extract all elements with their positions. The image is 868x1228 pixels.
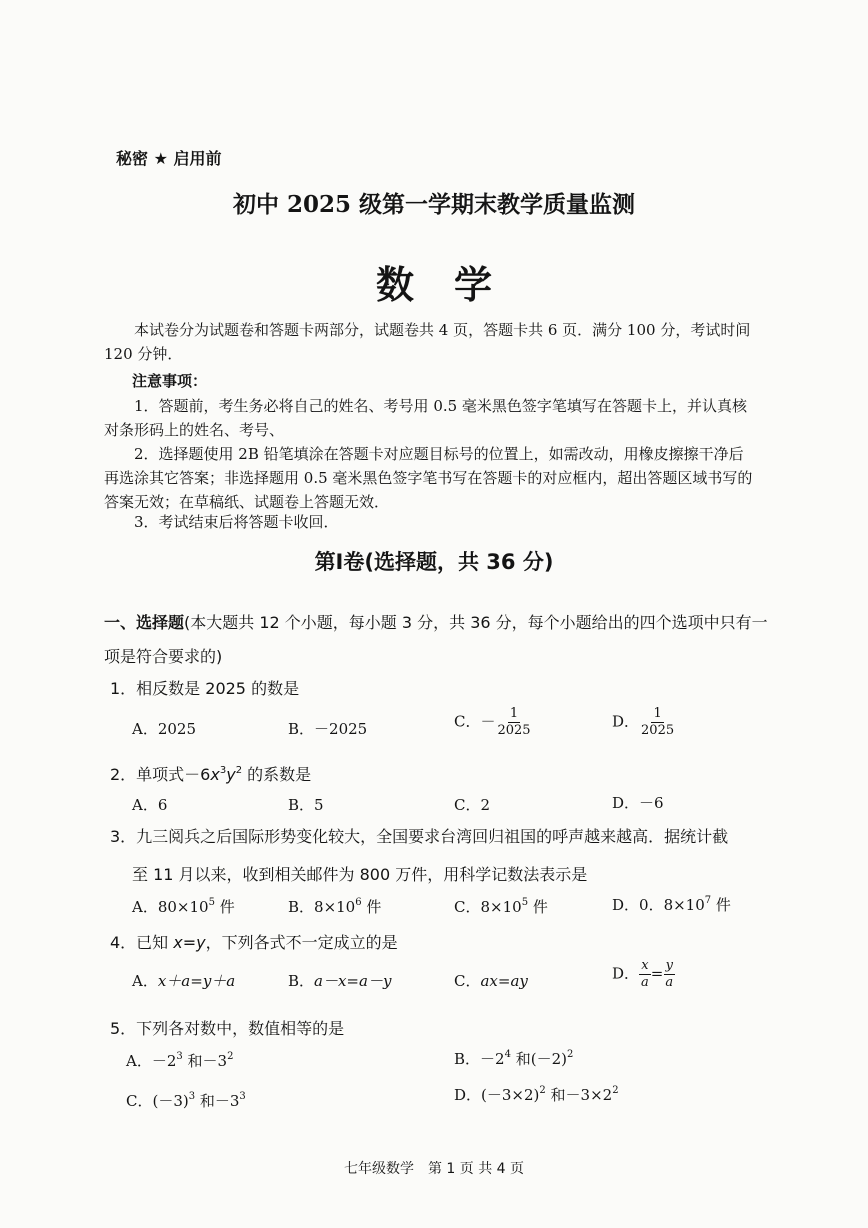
q5-option-a	[126, 1050, 233, 1071]
notice-item-1: 1．答题前，考生务必将自己的姓名、考号用 0.5 毫米黑色签字笔填写在答题卡上，并认真核对条形码上的姓名、考号、	[104, 397, 747, 439]
q3-b-base: B．8×10	[288, 898, 356, 916]
q3-option-c	[454, 896, 548, 917]
q5-a-exp-1: 3	[176, 1051, 183, 1062]
notice-item-2: 2．选择题使用 2B 铅笔填涂在答题卡对应题目标号的位置上，如需改动，用橡皮擦擦干净后再选涂其它答案；非选择题用 0.5 毫米黑色签字笔书写在答题卡的对应框内，超出答题区域书写的答案无效；在草稿纸、试题卷上答题无效．	[104, 445, 753, 511]
q4-d-den-2: a	[665, 975, 674, 990]
q2-stem-suffix: 的系数是	[242, 765, 312, 784]
q4-d-fraction-left	[639, 958, 651, 991]
q2-stem-prefix: 2．单项式－6	[110, 765, 211, 784]
q4-option-c	[454, 970, 528, 991]
q5-option-c	[126, 1090, 246, 1111]
q4-a-expression: x＋a=y＋a	[157, 972, 236, 990]
question-3-stem-line-1: 3．九三阅兵之后国际形势变化较大，全国要求台湾回归祖国的呼声越来越高．据统计截	[110, 827, 729, 846]
q5-b-exp-1: 4	[504, 1049, 511, 1060]
notice-title: 注意事项：	[132, 372, 208, 390]
q5-b-part-2: 和(－2)	[510, 1050, 567, 1068]
q2-option-b: B．5	[288, 796, 324, 814]
q3-d-unit: 件	[711, 896, 731, 914]
part-header	[104, 606, 774, 674]
q5-b-part-1: B．－2	[454, 1050, 505, 1068]
q3-c-exp: 5	[521, 897, 529, 908]
q5-c-part-2: 和－3	[195, 1092, 240, 1110]
question-3-stem-line-2: 至 11 月以来，收到相关邮件为 800 万件，用科学记数法表示是	[132, 865, 588, 884]
question-2-stem	[110, 762, 311, 785]
q3-d-exp: 7	[704, 895, 712, 906]
subject-title: 数学	[375, 263, 532, 307]
intro-paragraph: 本试卷分为试题卷和答题卡两部分，试题卷共 4 页，答题卡共 6 页．满分 100 分，考试时间 120 分钟．	[104, 321, 751, 363]
q4-stem-suffix: ，下列各式不一定成立的是	[205, 933, 398, 952]
q1-d-denominator: 2025	[641, 723, 675, 738]
q5-d-exp-2: 2	[612, 1085, 619, 1096]
q2-var-x: x	[210, 765, 220, 784]
part-description: (本大题共 12 个小题，每小题 3 分，共 36 分，每个小题给出的四个选项中只有一项是符合要求的)	[104, 613, 768, 666]
q4-b-label: B．	[288, 972, 315, 990]
question-4-stem	[110, 930, 398, 953]
q1-option-b: B．－2025	[288, 720, 368, 738]
q2-option-d: D．－6	[612, 794, 664, 812]
q2-exp-2: 2	[235, 765, 243, 776]
confidential-label: 秘密 ★ 启用前	[116, 149, 222, 168]
q4-d-equals: =	[650, 964, 664, 983]
q4-a-label: A．	[132, 972, 158, 990]
q2-option-c: C．2	[454, 796, 491, 814]
q4-b-expression: a－x=a－y	[314, 972, 392, 990]
q3-option-d	[612, 894, 731, 915]
q5-a-part-1: A．－2	[126, 1052, 177, 1070]
q4-d-fraction-right	[663, 958, 675, 991]
q1-option-d	[612, 706, 676, 739]
q3-a-base: A．80×10	[132, 898, 209, 916]
q5-b-exp-2: 2	[566, 1049, 574, 1060]
q3-b-unit: 件	[361, 898, 382, 916]
part-label: 一、选择题	[104, 613, 185, 632]
q4-d-den-1: a	[641, 975, 649, 990]
exam-title: 初中 2025 级第一学期末教学质量监测	[232, 191, 636, 218]
q3-a-unit: 件	[214, 898, 235, 916]
q1-option-d-prefix: D．	[612, 712, 640, 731]
q5-d-part-1: D．(－3×2)	[454, 1086, 540, 1104]
q1-d-numerator: 1	[653, 706, 662, 721]
q3-option-a	[132, 896, 235, 917]
question-1-stem: 1．相反数是 2025 的数是	[110, 679, 300, 698]
q3-a-exp: 5	[208, 897, 215, 908]
q5-d-part-2: 和－3×2	[545, 1086, 613, 1104]
question-5-stem: 5．下列各对数中，数值相等的是	[110, 1019, 345, 1038]
q5-d-exp-1: 2	[539, 1085, 546, 1096]
q3-b-exp: 6	[355, 897, 362, 908]
q4-d-label: D．	[612, 964, 640, 983]
page-footer: 七年级数学 第 1 页 共 4 页	[343, 1161, 525, 1177]
q3-d-base: D．0．8×10	[612, 896, 705, 914]
q1-c-denominator: 2025	[497, 723, 531, 738]
q1-option-a: A．2025	[132, 720, 197, 738]
q5-c-exp-2: 3	[239, 1091, 246, 1102]
q1-option-c-prefix: C．－	[454, 712, 496, 731]
q4-option-d	[612, 958, 675, 991]
section-title: 第Ⅰ卷(选择题，共 36 分)	[314, 550, 554, 574]
q1-option-c-fraction	[495, 706, 532, 739]
q2-var-y: y	[226, 765, 236, 784]
q4-stem-equation: x=y	[173, 933, 206, 952]
q4-d-num-2: y	[665, 958, 673, 973]
q5-option-d	[454, 1084, 619, 1105]
q4-c-label: C．	[454, 972, 481, 990]
q5-c-exp-1: 3	[188, 1091, 196, 1102]
notice-item-3: 3．考试结束后将答题卡收回．	[134, 513, 339, 531]
q3-c-unit: 件	[528, 898, 548, 916]
q1-option-c	[454, 706, 533, 739]
q5-c-part-1: C．(－3)	[126, 1092, 189, 1110]
q4-c-expression: ax=ay	[480, 972, 528, 990]
q3-option-b	[288, 896, 381, 917]
q5-option-b	[454, 1048, 573, 1069]
q2-option-a: A．6	[132, 796, 168, 814]
q3-c-base: C．8×10	[454, 898, 522, 916]
q4-stem-prefix: 4．已知	[110, 933, 174, 952]
q1-option-d-fraction	[639, 706, 676, 739]
q5-a-part-2: 和－3	[182, 1052, 228, 1070]
q5-a-exp-2: 2	[227, 1051, 234, 1062]
q4-option-b	[288, 970, 391, 991]
q2-exp-1: 3	[219, 765, 227, 776]
q4-option-a	[132, 970, 235, 991]
q4-d-num-1: x	[641, 958, 649, 973]
q1-c-numerator: 1	[509, 706, 519, 721]
